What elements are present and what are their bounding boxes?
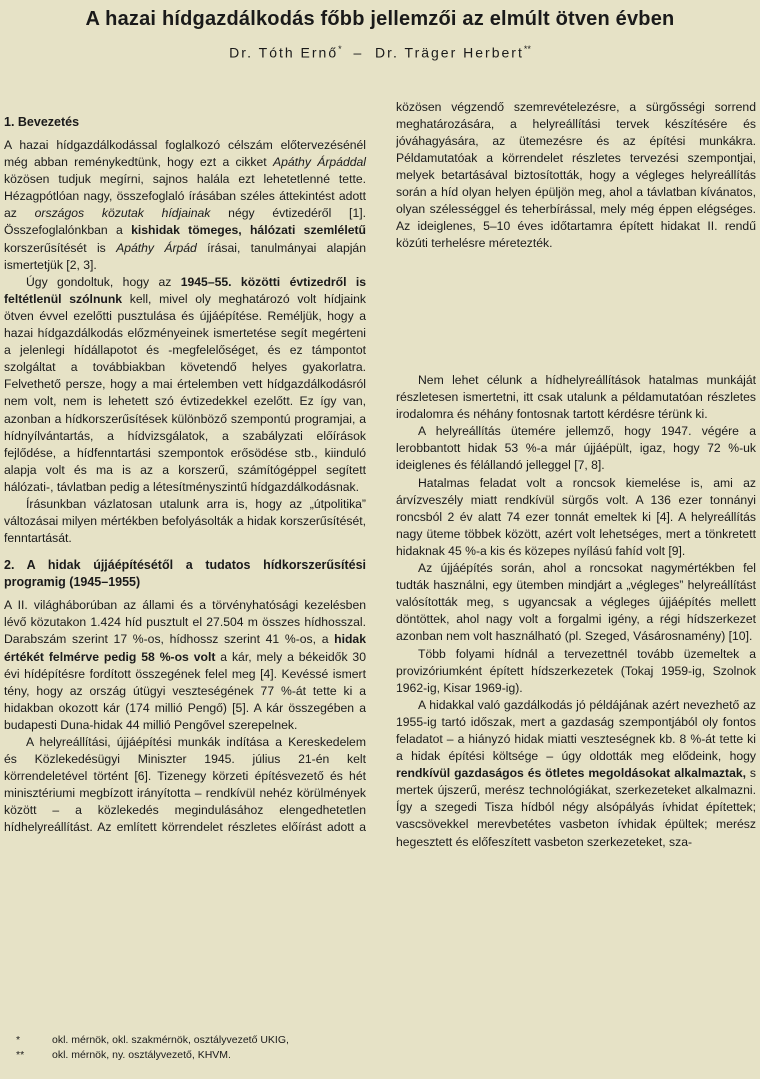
paragraph: Hatalmas feladat volt a roncsok kiemelése is, ami az árvízveszély miatt rendkívül sürgős volt. A 136 ezer tonnányi roncsból 2 év alatt 74 ezer tonnát emeltek ki [4]. A helyreállítás nagy üteme többek között, azért volt lehetséges, mert a tönkretett hidaknak 45 %-a kis és közepes nyílású fahíd volt [9].	[396, 475, 756, 558]
text: Úgy gondoltuk, hogy az	[26, 274, 181, 289]
footnotes	[16, 1033, 366, 1063]
right-column	[396, 99, 756, 851]
paragraph: Az újjáépítés során, ahol a roncsokat nagymértékben fel tudták használni, egy ütemben mindjárt a „végleges” helyreállítást valósították meg, s ugyancsak a végleges újjáépítés mellett döntöttek, ahol nagy volt a forgalmi igény, a régi hídszerkezet azonban nem volt használható (pl. Szeged, Vásárosnamény) [10].	[396, 561, 756, 644]
text: A II. világháborúban az állami és a törvényhatósági kezelésben lévő közutakon 1.424 híd pusztult el 27.504 m összes hídhosszal. Darabszám szerint 17 %-os, hídhossz szerint 41 %-os, a	[4, 598, 366, 647]
text: korszerűsítését is	[4, 240, 117, 255]
bold-text: 1945–55. közötti évtizedről is feltétlenül szólnunk	[4, 274, 366, 306]
author-2: Dr. Träger Herbert	[375, 44, 524, 61]
paragraph	[4, 274, 366, 496]
paragraph	[396, 697, 756, 851]
text: közösen tudjuk megírni, sajnos halála ezt lehetetlenné tette. Hézagpótlóan nagy, összefoglaló írásában széles áttekintést adott az	[4, 172, 366, 221]
paragraph: Több folyami hídnál a tervezettnél tovább üzemeltek a provizóriumként épített hídszerkezetek (Tokaj 1959-ig, Szolnok 1962-ig, Kisar 1969-ig).	[396, 646, 756, 695]
text: közösen végzendő szemrevételezésre, a sürgősségi sorrend meghatározására, a helyreállítási tervek készítésére és jóváhagyására, az ütemezésre és az építési munkákra. Példamutatóak a körrendelet részletes tervezési szempontjai, melyek betartásával biztosították, hogy a végleges helyreállítás során a híd olyan helyen épüljön meg, ahol a távlatban kívánatos, olyan szélességgel és teherbírással, mely még éppen elégséges. Az ideiglenes, 5–10 éves időtartamra épített hidakat II. rendű közúti terhelésre méretezték.	[396, 99, 756, 251]
footnote-mark: **	[523, 44, 531, 54]
author-line	[0, 44, 760, 61]
italic-text: Apáthy Árpád	[116, 240, 197, 255]
text: A hidakkal való gazdálkodás jó példájának azért nevezhető az 1955-ig tartó időszak, mert a gazdaság szempontjából oly fontos feladatot – a hiányzó hidak miatti veszteségnek kb. 8 %-át tette ki a hidak építési költsége – úgy oldották meg elődeink, hogy	[396, 697, 756, 764]
footnote	[16, 1033, 366, 1048]
footnote-text: okl. mérnök, okl. szakmérnök, osztályvezető UKIG,	[52, 1034, 289, 1046]
text: A hazai hídgazdálkodással foglalkozó célszám előtervezésénél még abban reménykedtünk, hogy ezt a cikket	[4, 138, 366, 170]
text: a kár, mely a békeidők 30 évi hídépítésre fordított összegének felel meg [4]. Kevéssé ismert tény, hogy az ország útügyi veszteségének 77 %-át tette ki a hidakban okozott kár (174 millió Pengő) [5]. A kár összegében a budapesti Duna-hidak 44 millió Pengővel szerepelnek.	[4, 649, 366, 732]
paragraph	[4, 597, 366, 734]
text: kell, mivel oly meghatározó volt hídjaink ötven évvel ezelőtti pusztulása és újjáépítése. Reméljük, hogy a hazai hídgazdálkodás előzményeinek ismertetése segít megérteni a jelenlegi hídállapotot és -megfelelőséget, és ez támpontot szolgáltat a továbbiakban követendő helyes gyakorlatra. Felvethető persze, hogy a mai értelemben vett hídgazdálkodásról nem volt, nem is lehetett szó évtizedekkel ezelőtt. Ez így van, azonban a hídkorszerűsítések különböző szempontú programjai, a hídnyílvántartás, a hídvizsgálatok, a szabályzati előírások fejlődése, a hídfenntartási szempontok erősödése stb., kiinduló alapja volt és ma is az a korszerű, számítógéppel segített hálózati-, távlatban pedig a létesítményszintű hídgazdálkodásnak.	[4, 291, 366, 494]
footnote-mark: **	[16, 1049, 25, 1061]
bold-text: hidak értékét felmérve pedig 58 %-os volt	[4, 632, 366, 664]
paragraph	[396, 99, 756, 372]
section-heading-intro: 1. Bevezetés	[4, 115, 80, 129]
author-1: Dr. Tóth Ernő	[229, 44, 339, 61]
text: négy évtizedéről [1]. Összefoglalónkban a	[4, 206, 366, 238]
section-heading-reconstruction: 2. A hidak újjáépítésétől a tudatos hídkorszerűsítési programig (1945–1955)	[4, 558, 366, 590]
footnote-mark: *	[16, 1034, 21, 1046]
italic-text: Apáthy Árpáddal	[272, 155, 366, 170]
paragraph: A helyreállítás ütemére jellemző, hogy 1947. végére a lerobbantott hidak 53 %-a már újjáépült, igaz, hogy 72 %-uk ideiglenes és félállandó jelleggel [7, 8].	[396, 424, 756, 473]
footnote	[16, 1048, 366, 1063]
paragraph: Nem lehet célunk a hídhelyreállítások hatalmas munkáját részletesen ismertetni, itt csak utalunk a példamutatóan részletes irodalomra és néhány fontosnak tartott kérdésre térünk ki.	[396, 373, 756, 422]
left-column	[4, 106, 366, 837]
footnote-mark: *	[338, 44, 342, 54]
bold-text: kishidak tömeges, hálózati szemléletű	[131, 223, 366, 238]
footnote-text: okl. mérnök, ny. osztályvezető, KHVM.	[52, 1049, 231, 1061]
article-title: A hazai hídgazdálkodás főbb jellemzői az elmúlt ötven évben	[85, 8, 675, 30]
italic-text: országos közutak hídjainak	[34, 206, 211, 221]
paragraph: A helyreállítási, újjáépítési munkák indítása a Kereskedelem és Közlekedésügyi Miniszter 1945. július 21-én kelt körrendeletével történt [6]. Tizenegy körzeti építésvezető és hét minisztériumi megbízott irányította – rendkívül nehéz körülmények között – a közlekedés megindulásához elengedhetetlen hídhelyreállítást. Az említett körrendelet részletes előírást adott a	[4, 735, 366, 835]
paragraph	[4, 137, 366, 274]
bold-text: rendkívül gazdaságos és ötletes megoldásokat alkalmaztak,	[396, 766, 747, 781]
paragraph: Írásunkban vázlatosan utalunk arra is, hogy az „útpolitika” változásai milyen mértékben befolyásolták a hidak korszerűsítését, fenntartását.	[4, 496, 366, 546]
author-separator: –	[353, 44, 364, 61]
text: s mertek újszerű, merész technológiákat, szerkezeteket alkalmazni. Így a szegedi Tisza hídból négy alsópályás ívhidat építettek; vascsövekkel merevbetétes vasbeton ívhidak épültek; merész hegesztett és előfeszített vasbeton szerkezeteket, sza-	[396, 766, 757, 849]
text: írásai, tanulmányai alapján ismertetjük [2, 3].	[4, 240, 366, 272]
